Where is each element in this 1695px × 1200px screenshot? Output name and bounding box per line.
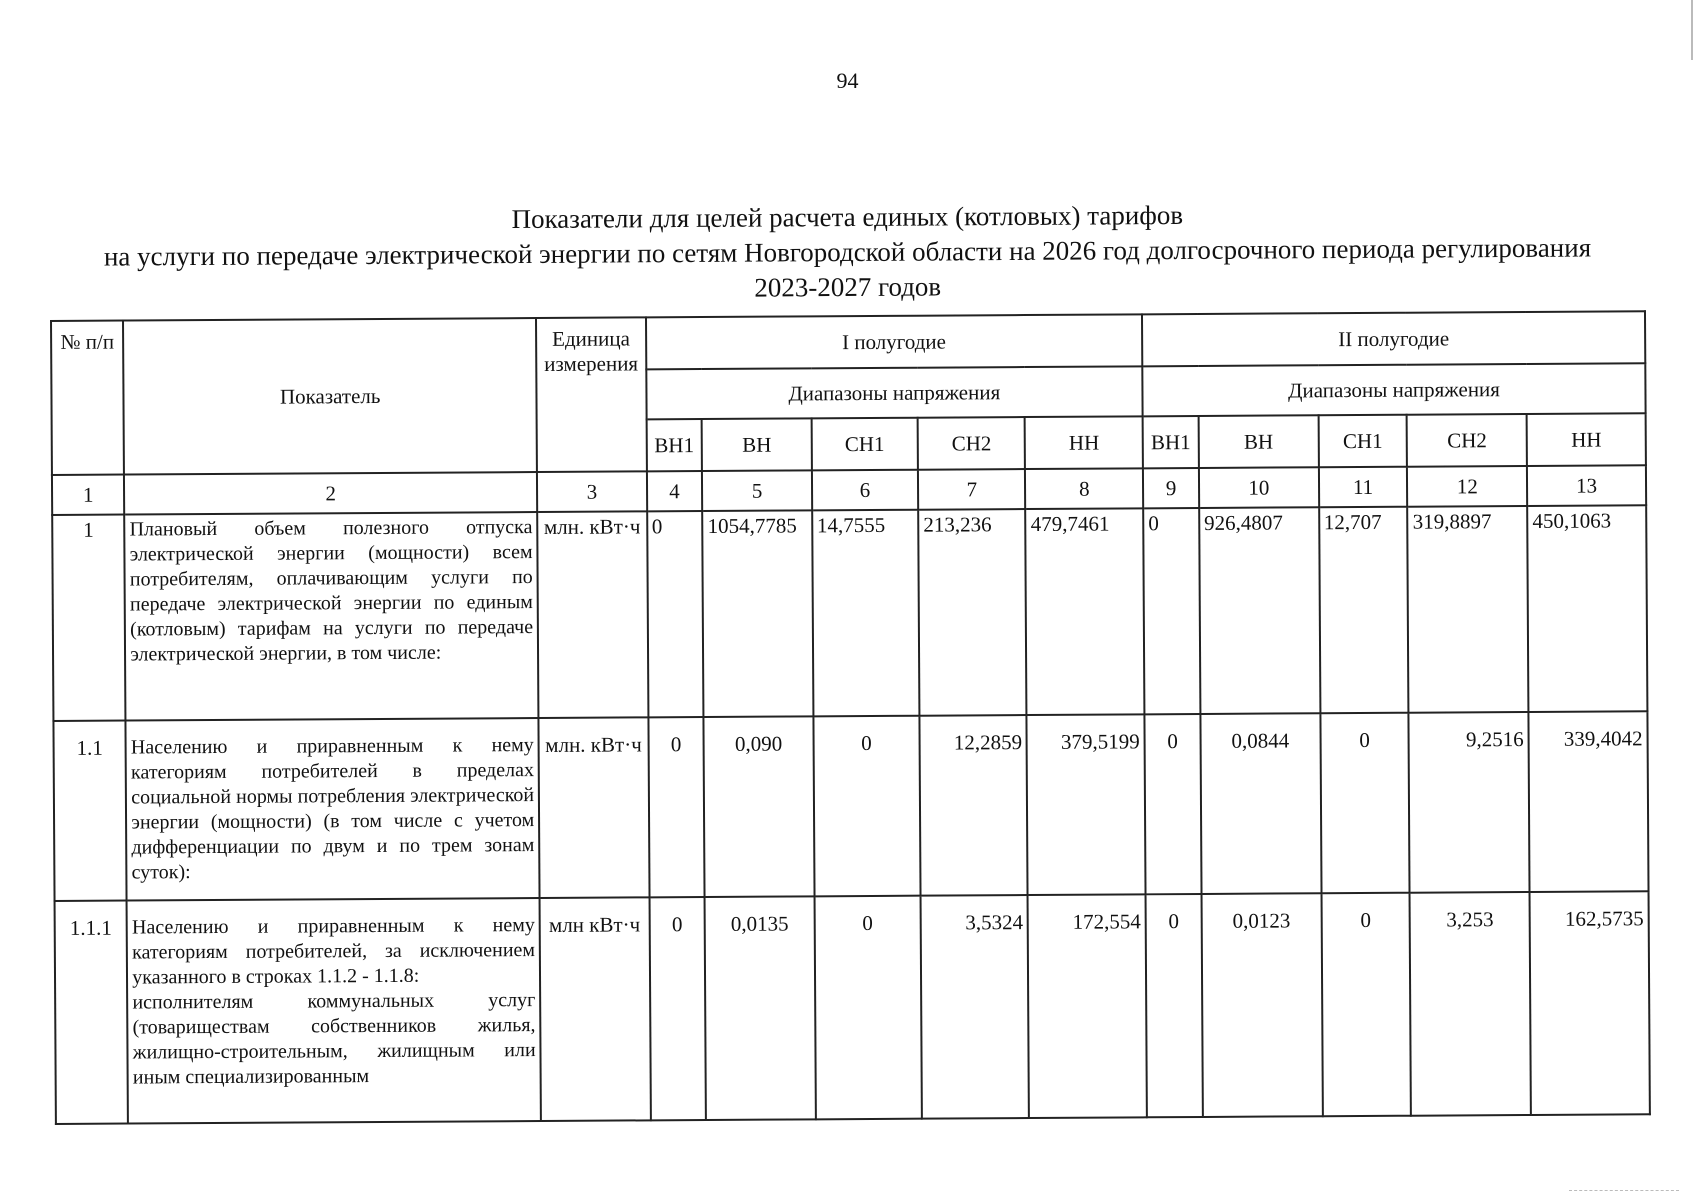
title-line-3: 2023-2027 годов bbox=[754, 271, 942, 303]
page-number: 94 bbox=[836, 68, 859, 93]
column-number: 10 bbox=[1199, 467, 1319, 508]
header-voltage-ranges-1: Диапазоны напряжения bbox=[646, 366, 1143, 419]
column-number: 12 bbox=[1407, 466, 1527, 507]
column-number: 13 bbox=[1527, 465, 1646, 506]
header-level-vn: ВН bbox=[702, 418, 812, 471]
value-h2-sn1: 0 bbox=[1320, 713, 1410, 894]
row-number: 1.1.1 bbox=[55, 901, 129, 1124]
row-unit: млн кВт·ч bbox=[540, 897, 651, 1121]
value-h1-vn1: 0 bbox=[649, 897, 706, 1120]
value-h2-vn: 926,4807 bbox=[1199, 507, 1320, 714]
value-h2-nn: 339,4042 bbox=[1529, 711, 1649, 892]
row-unit: млн. кВт·ч bbox=[537, 511, 648, 718]
header-level-sn2: СН2 bbox=[918, 417, 1026, 470]
column-number: 6 bbox=[812, 470, 919, 511]
value-h2-sn2: 9,2516 bbox=[1409, 712, 1530, 893]
column-number: 7 bbox=[918, 469, 1026, 510]
column-number: 4 bbox=[647, 471, 703, 511]
row-unit: млн. кВт·ч bbox=[539, 717, 650, 898]
value-h2-sn1: 0 bbox=[1321, 893, 1411, 1117]
column-number: 2 bbox=[124, 472, 537, 515]
value-h1-nn: 172,554 bbox=[1028, 894, 1147, 1118]
scan-edge-mark bbox=[1691, 0, 1693, 60]
scan-bottom-mark bbox=[1569, 1190, 1679, 1192]
column-number: 9 bbox=[1143, 468, 1199, 508]
value-h1-nn: 379,5199 bbox=[1027, 714, 1146, 895]
title-line-1: Показатели для целей расчета единых (котловых) тарифов bbox=[511, 199, 1184, 235]
value-h2-vn1: 0 bbox=[1143, 508, 1200, 714]
header-level-sn1: СН1 bbox=[1318, 415, 1407, 468]
header-level-nn: НН bbox=[1527, 413, 1646, 466]
column-number: 11 bbox=[1319, 467, 1408, 508]
value-h1-sn2: 3,5324 bbox=[921, 895, 1030, 1119]
header-level-nn: НН bbox=[1025, 416, 1143, 469]
row-indicator: Населению и приравненным к нему категориям потребителей в пределах социальной нормы потребления электрической энергии (мощности) (в том числе с учетом дифференциации по двум и по трем зонам суток): bbox=[126, 718, 540, 901]
value-h1-vn1: 0 bbox=[648, 717, 705, 897]
header-indicator: Показатель bbox=[123, 318, 537, 475]
value-h2-nn: 450,1063 bbox=[1527, 505, 1647, 712]
header-level-vn: ВН bbox=[1198, 415, 1318, 468]
value-h1-sn1: 14,7555 bbox=[812, 510, 920, 717]
table-row bbox=[53, 711, 1648, 901]
table-row bbox=[55, 891, 1650, 1124]
header-num: № п/п bbox=[51, 321, 124, 475]
document-title bbox=[40, 195, 1656, 310]
value-h1-sn2: 12,2859 bbox=[920, 715, 1028, 896]
value-h2-sn2: 3,253 bbox=[1410, 892, 1531, 1116]
value-h1-sn2: 213,236 bbox=[918, 509, 1027, 716]
value-h2-vn: 0,0844 bbox=[1200, 713, 1321, 894]
row-indicator-cell bbox=[127, 898, 541, 1124]
header-level-sn1: СН1 bbox=[811, 418, 918, 471]
title-line-2: на услуги по передаче электрической энергии по сетям Новгородской области на 2026 год долгосрочного периода регулирования bbox=[103, 232, 1592, 272]
column-number: 8 bbox=[1025, 468, 1143, 509]
value-h1-sn1: 0 bbox=[813, 716, 920, 897]
header-level-vn1: ВН1 bbox=[1143, 416, 1199, 468]
value-h2-nn: 162,5735 bbox=[1530, 891, 1650, 1115]
value-h2-sn2: 319,8897 bbox=[1408, 506, 1529, 713]
header-voltage-ranges-2: Диапазоны напряжения bbox=[1142, 363, 1645, 416]
column-number: 3 bbox=[537, 471, 647, 512]
value-h1-nn: 479,7461 bbox=[1026, 508, 1145, 715]
value-h2-sn1: 12,707 bbox=[1319, 507, 1409, 714]
value-h2-vn1: 0 bbox=[1146, 894, 1203, 1117]
table-row bbox=[52, 505, 1647, 721]
column-number: 5 bbox=[702, 470, 812, 511]
value-h1-vn1: 0 bbox=[647, 511, 704, 717]
row-indicator: Населению и приравненным к нему категориям потребителей, за исключением указанного в строках 1.1.2 - 1.1.8: bbox=[131, 914, 536, 989]
value-h1-vn: 0,090 bbox=[704, 716, 815, 897]
header-half-2: II полугодие bbox=[1142, 311, 1645, 366]
value-h1-vn: 1054,7785 bbox=[703, 510, 814, 717]
value-h1-sn1: 0 bbox=[814, 896, 922, 1120]
header-unit: Единица измерения bbox=[536, 317, 646, 472]
header-level-vn1: ВН1 bbox=[646, 419, 702, 471]
header-half-1: I полугодие bbox=[646, 314, 1143, 369]
row-number: 1.1 bbox=[53, 721, 126, 901]
column-number: 1 bbox=[52, 475, 124, 515]
row-indicator-continuation: исполнителям коммунальных услуг (товариществам собственников жилья, жилищно-строительным, жилищным или иным специализированным bbox=[132, 989, 536, 1089]
value-h2-vn1: 0 bbox=[1145, 714, 1202, 894]
tariff-indicators-table bbox=[50, 310, 1651, 1125]
row-indicator: Плановый объем полезного отпуска электрической энергии (мощности) всем потребителям, оплачивающим услуги по передаче электрической энергии по единым (котловым) тарифам на услуги по передаче электрической энергии, в том числе: bbox=[124, 512, 538, 721]
value-h2-vn: 0,0123 bbox=[1201, 893, 1322, 1117]
value-h1-vn: 0,0135 bbox=[705, 896, 816, 1120]
row-number: 1 bbox=[52, 515, 126, 721]
header-level-sn2: СН2 bbox=[1407, 414, 1527, 467]
